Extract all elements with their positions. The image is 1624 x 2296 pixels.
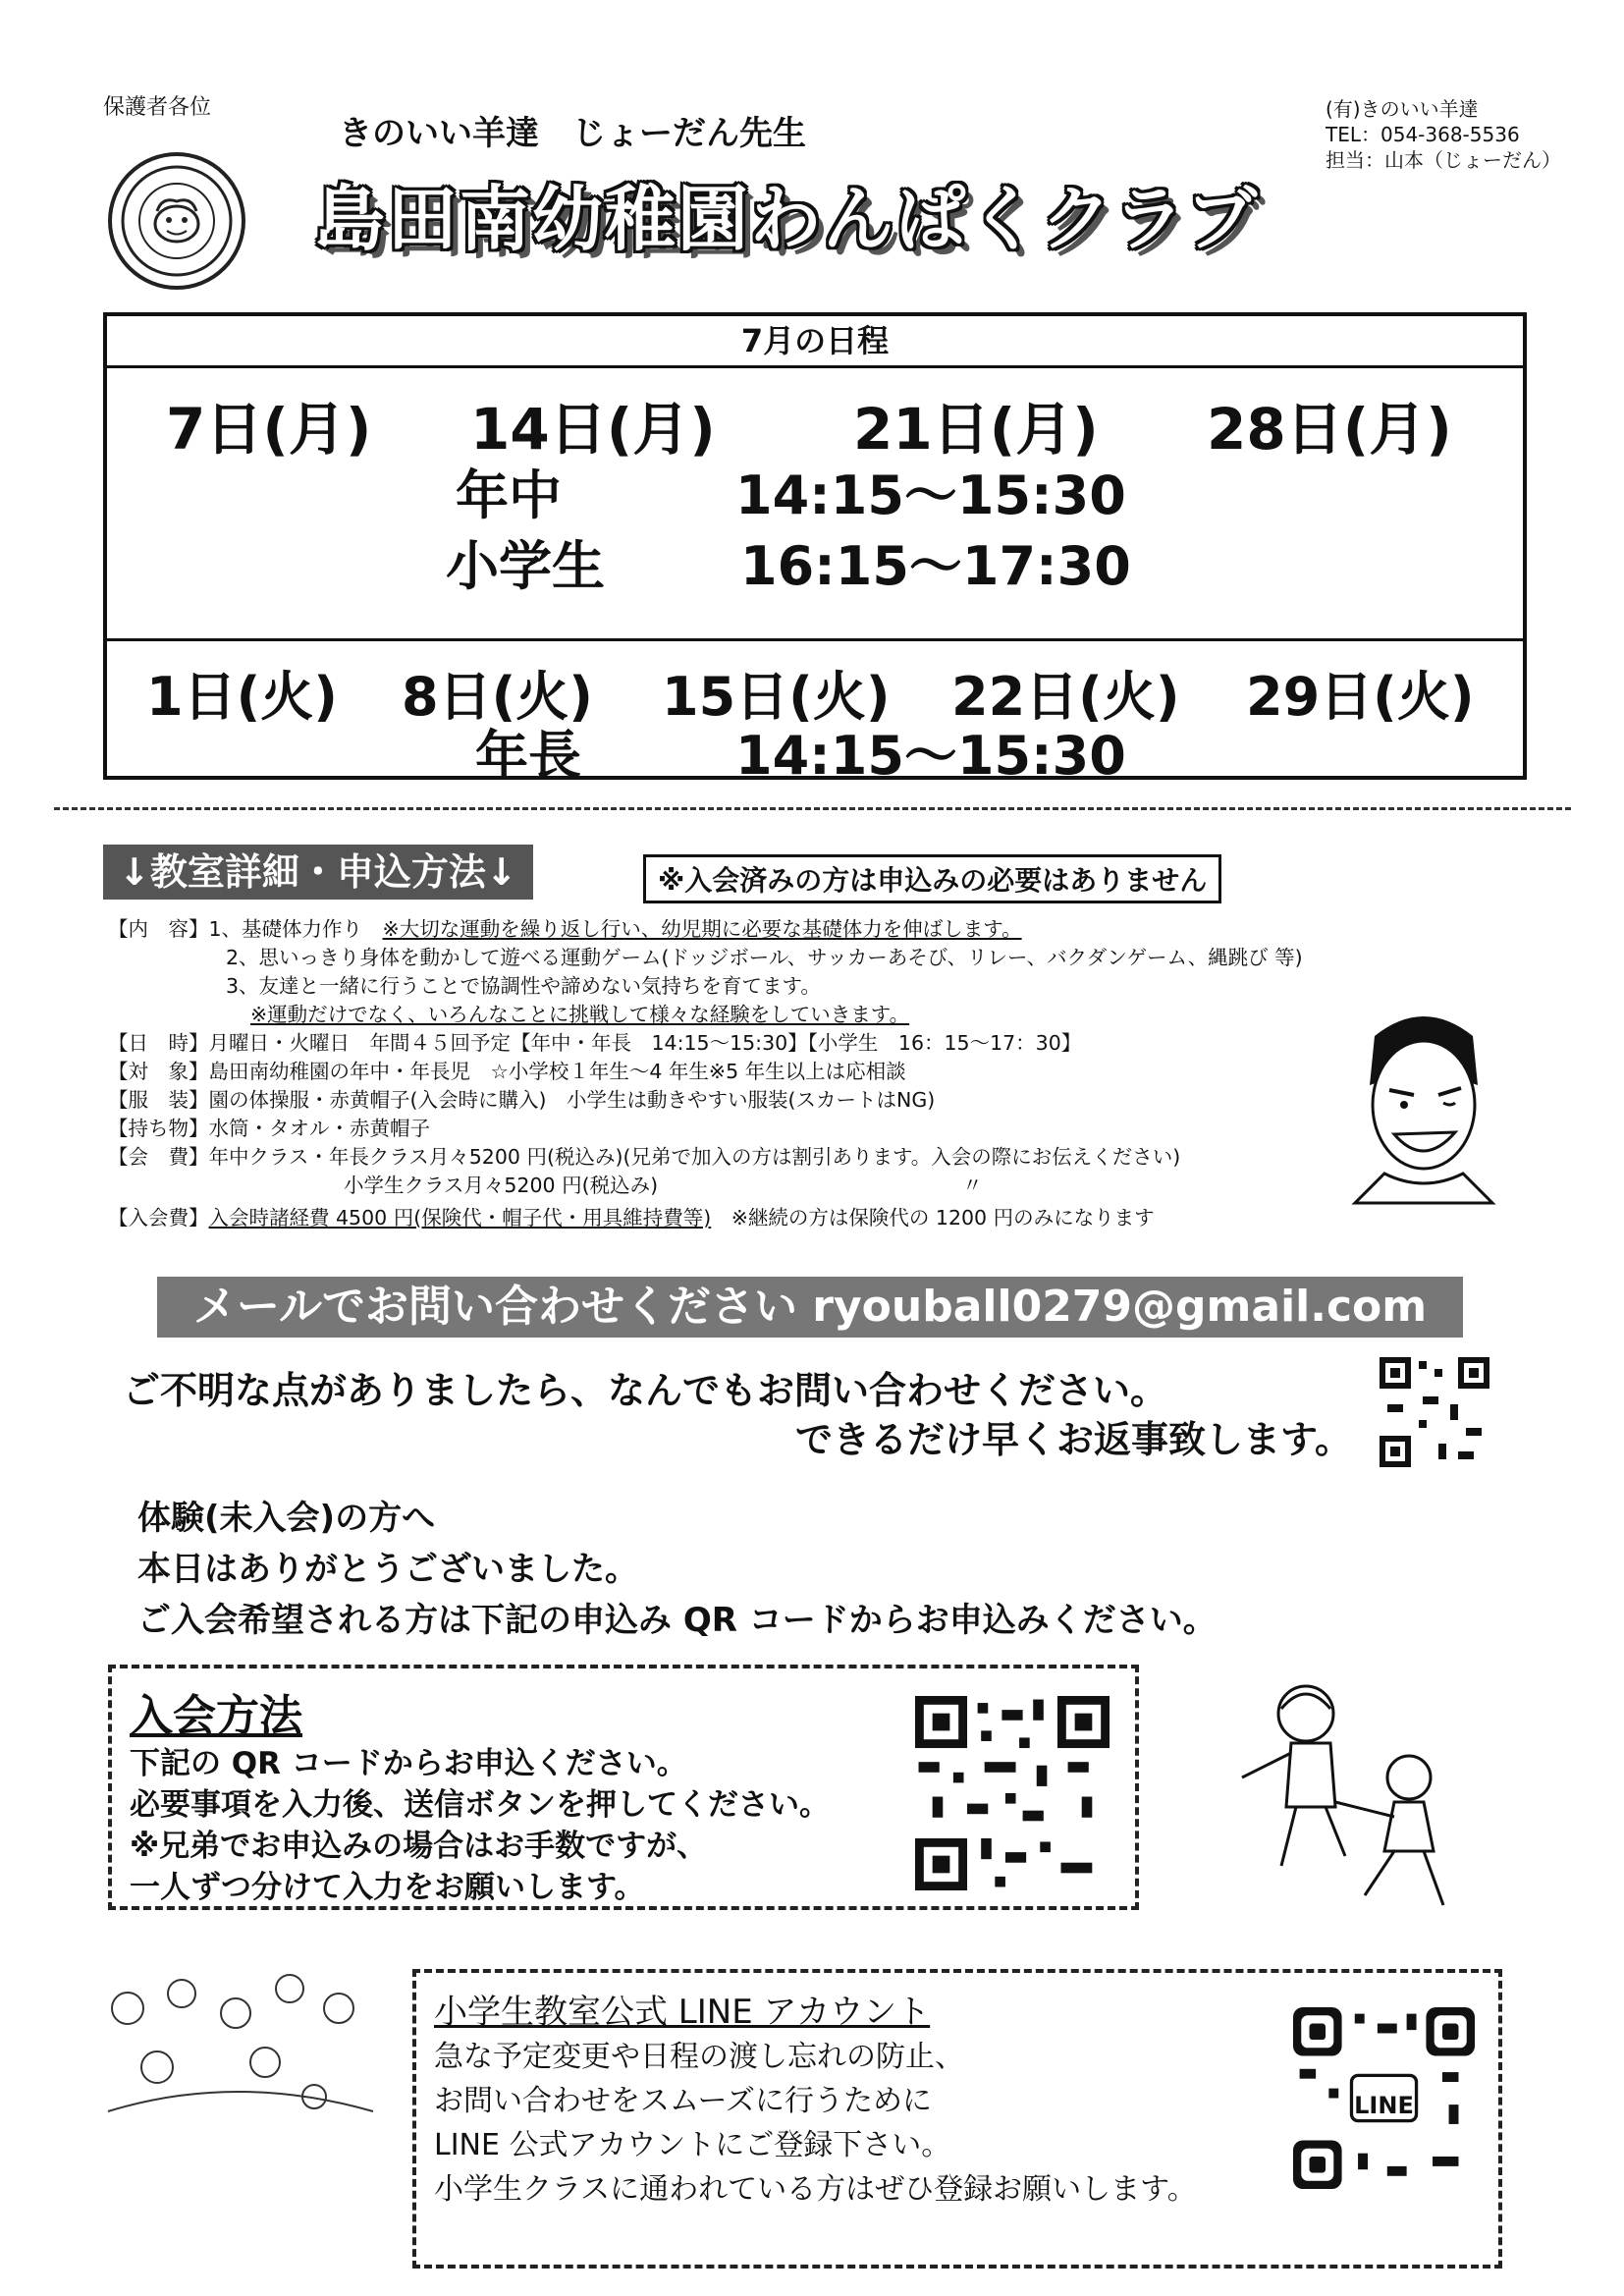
detail-line <box>108 1204 1303 1232</box>
reply-text: できるだけ早くお返事致します。 <box>795 1418 1352 1461</box>
monday-date: 21日(月) <box>853 396 1099 463</box>
sheep-icon <box>113 157 241 285</box>
schedule-box <box>103 312 1527 787</box>
page-title: 島田南幼稚園わんぱくクラブ <box>314 178 1260 260</box>
schedule-divider <box>107 638 1523 641</box>
detail-line: 【会 費】年中クラス・年長クラス月々5200 円(税込み)(兄弟で加入の方は割引あります。入会の際にお伝えください) <box>108 1145 1181 1169</box>
detail-label: 【内 容】1、基礎体力作り <box>108 917 383 941</box>
elementary-label: 小学生 <box>446 535 605 597</box>
join-line: ※兄弟でお申込みの場合はお手数ですが、 <box>130 1829 708 1864</box>
mail-banner: メールでお問い合わせください ryouball0279@gmail.com <box>157 1277 1463 1338</box>
line-account-line: LINE 公式アカウントにご登録下さい。 <box>434 2128 951 2162</box>
nencho-time: 14:15～15:30 <box>735 725 1126 787</box>
detail-ditto: 〃 <box>962 1174 983 1197</box>
detail-line: ※運動だけでなく、いろんなことに挑戦して様々な経験をしていきます。 <box>250 1003 910 1026</box>
detail-line: 【日 時】月曜日・火曜日 年間４５回予定【年中・年長 14:15～15:30】【小学生 16：15～17：30】 <box>108 1031 1082 1055</box>
trial-line: 体験(未入会)の方へ <box>137 1499 436 1538</box>
teacher-illustration <box>1345 997 1502 1208</box>
elementary-time: 16:15～17:30 <box>740 535 1131 597</box>
mail-qr-code[interactable] <box>1380 1357 1489 1467</box>
detail-note: ※継続の方は保険代の 1200 円のみになります <box>731 1206 1155 1230</box>
line-account-line: お問い合わせをスムーズに行うために <box>434 2084 932 2118</box>
inquiry-text: ご不明な点がありましたら、なんでもお問い合わせください。 <box>123 1369 1168 1412</box>
trial-line: 本日はありがとうございました。 <box>137 1550 638 1589</box>
section-divider <box>54 807 1571 810</box>
tuesday-date: 8日(火) <box>402 666 593 728</box>
line-account-body <box>434 2035 1197 2212</box>
nenchu-label: 年中 <box>456 465 562 526</box>
line-account-line: 小学生クラスに通われている方はぜひ登録お願いします。 <box>434 2172 1197 2207</box>
member-note: ※入会済みの方は申込みの必要はありません <box>643 854 1221 903</box>
join-line: 下記の QR コードからお申込ください。 <box>130 1746 687 1781</box>
join-method-body <box>130 1743 830 1908</box>
org-tel: TEL：054-368-5536 <box>1326 123 1520 146</box>
class-details <box>108 915 1303 1232</box>
subtitle: きのいい羊達 じょーだん先生 <box>339 114 806 153</box>
detail-line: 【持ち物】水筒・タオル・赤黄帽子 <box>108 1117 430 1140</box>
join-method-box <box>108 1665 1139 1910</box>
nencho-label: 年長 <box>475 725 581 787</box>
detail-line: 2、思いっきり身体を動かして遊べる運動ゲーム(ドッジボール、サッカーあそび、リレー、バクダンゲーム、縄跳び 等) <box>226 946 1303 969</box>
signup-qr-code[interactable] <box>915 1696 1110 1890</box>
monday-date: 28日(月) <box>1207 396 1452 463</box>
trial-message <box>137 1493 1217 1646</box>
detail-line <box>108 1172 1303 1200</box>
line-account-box <box>412 1969 1502 2269</box>
join-line: 一人ずつ分けて入力をお願いします。 <box>130 1870 645 1905</box>
org-name: (有)きのいい羊達 <box>1326 97 1479 121</box>
recipient: 保護者各位 <box>103 95 212 120</box>
nenchu-time: 14:15～15:30 <box>735 465 1126 526</box>
tuesday-date: 29日(火) <box>1246 666 1475 728</box>
line-qr-code[interactable] <box>1293 2007 1475 2189</box>
detail-text: 小学生クラス月々5200 円(税込み) <box>344 1174 659 1197</box>
tuesday-date: 15日(火) <box>662 666 891 728</box>
schedule-heading: 7月の日程 <box>107 316 1523 368</box>
kids-playing-illustration <box>88 1954 383 2121</box>
monday-date: 14日(月) <box>470 396 716 463</box>
detail-line: 【対 象】島田南幼稚園の年中・年長児 ☆小学校１年生～4 年生※5 年生以上は応相談 <box>108 1060 906 1083</box>
detail-note: ※大切な運動を繰り返し行い、幼児期に必要な基礎体力を伸ばします。 <box>382 917 1022 941</box>
line-account-line: 急な予定変更や日程の渡し忘れの防止、 <box>434 2040 964 2074</box>
detail-text: 入会時諸経費 4500 円(保険代・帽子代・用具維持費等) <box>208 1206 712 1230</box>
detail-line <box>108 915 1303 944</box>
detail-line: 3、友達と一緒に行うことで協調性や諦めない気持ちを育てます。 <box>226 974 821 998</box>
trial-line: ご入会希望される方は下記の申込み QR コードからお申込みください。 <box>137 1601 1217 1640</box>
detail-label: 【入会費】 <box>108 1206 209 1230</box>
line-account-title: 小学生教室公式 LINE アカウント <box>434 1993 931 2032</box>
running-children-illustration <box>1237 1669 1473 1925</box>
detail-line: 【服 装】園の体操服・赤黄帽子(入会時に購入) 小学生は動きやすい服装(スカートはNG) <box>108 1088 936 1112</box>
join-line: 必要事項を入力後、送信ボタンを押してください。 <box>130 1787 830 1823</box>
org-contact: 担当：山本（じょーだん） <box>1326 148 1561 172</box>
tuesday-date: 1日(火) <box>146 666 338 728</box>
tuesday-date: 22日(火) <box>951 666 1180 728</box>
details-heading: ↓教室詳細・申込方法↓ <box>103 845 533 900</box>
sheep-logo <box>108 152 245 290</box>
join-method-title: 入会方法 <box>130 1691 302 1741</box>
organization-info <box>1326 96 1561 173</box>
line-qr-label: LINE <box>1354 2092 1414 2119</box>
monday-date: 7日(月) <box>166 396 372 463</box>
